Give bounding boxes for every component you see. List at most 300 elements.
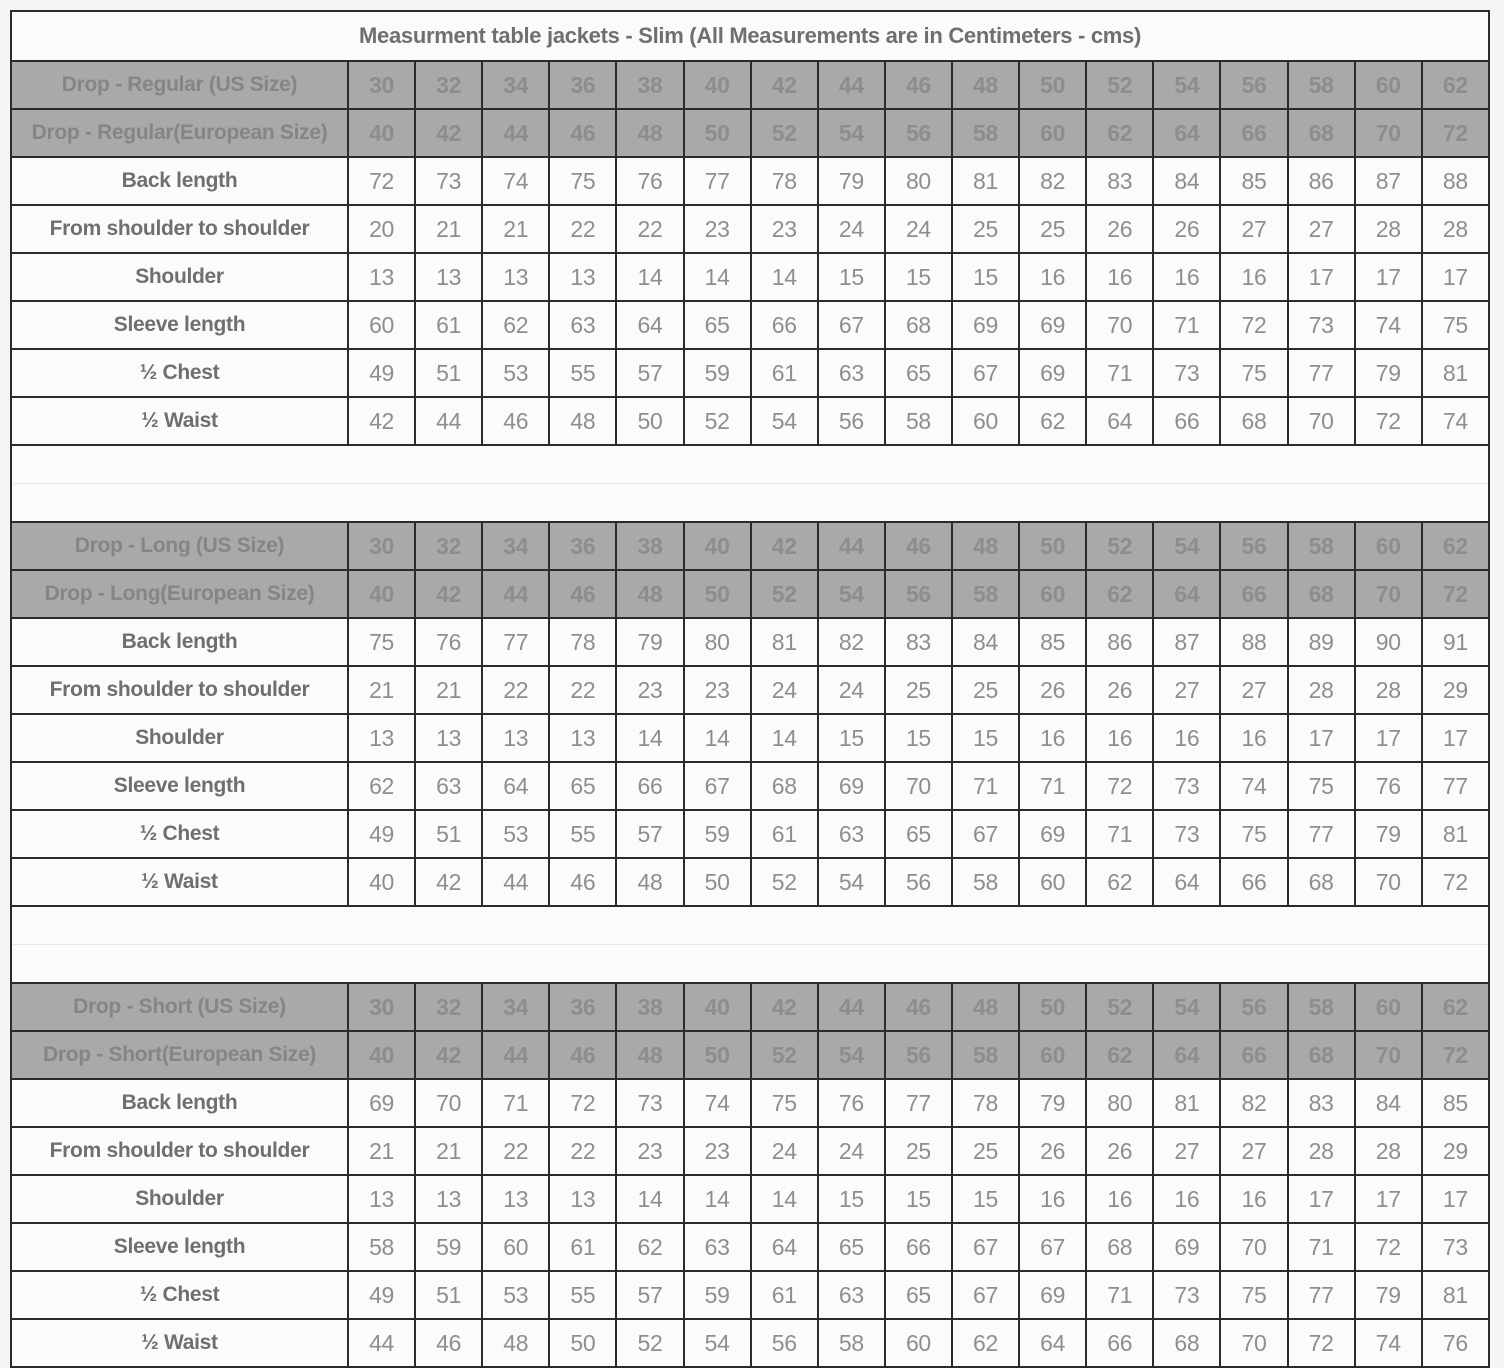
size-header-cell: 34 — [482, 522, 549, 570]
section-header-label: Drop - Long(European Size) — [11, 570, 348, 618]
measurement-value-cell: 73 — [1153, 810, 1220, 858]
section-us-size-row — [11, 983, 1489, 1031]
size-header-cell: 62 — [1086, 109, 1153, 157]
size-header-cell: 58 — [1288, 522, 1355, 570]
size-header-cell: 38 — [616, 522, 683, 570]
row-label: Shoulder — [11, 1175, 348, 1223]
size-header-cell: 30 — [348, 983, 415, 1031]
measurement-value-cell: 71 — [1153, 301, 1220, 349]
measurement-value-cell: 81 — [1422, 1271, 1489, 1319]
size-header-cell: 62 — [1422, 522, 1489, 570]
measurement-value-cell: 68 — [1086, 1223, 1153, 1271]
measurement-value-cell: 71 — [1019, 762, 1086, 810]
size-header-cell: 44 — [818, 61, 885, 109]
measurement-value-cell: 64 — [482, 762, 549, 810]
measurement-value-cell: 60 — [952, 397, 1019, 445]
measurement-value-cell: 25 — [952, 205, 1019, 253]
size-header-cell: 44 — [482, 570, 549, 618]
size-header-cell: 40 — [348, 109, 415, 157]
size-header-cell: 60 — [1355, 522, 1422, 570]
size-header-cell: 72 — [1422, 1031, 1489, 1079]
measurement-value-cell: 72 — [549, 1079, 616, 1127]
row-label: Sleeve length — [11, 762, 348, 810]
size-header-cell: 44 — [482, 109, 549, 157]
measurement-value-cell: 46 — [549, 858, 616, 906]
size-header-cell: 66 — [1220, 1031, 1287, 1079]
measurement-value-cell: 21 — [415, 1127, 482, 1175]
measurement-value-cell: 24 — [751, 1127, 818, 1175]
size-header-cell: 68 — [1288, 1031, 1355, 1079]
measurement-value-cell: 13 — [549, 1175, 616, 1223]
measurement-value-cell: 77 — [1288, 349, 1355, 397]
size-header-cell: 64 — [1153, 1031, 1220, 1079]
measurement-value-cell: 76 — [616, 157, 683, 205]
size-header-cell: 60 — [1355, 61, 1422, 109]
measurement-value-cell: 17 — [1288, 714, 1355, 762]
measurement-value-cell: 74 — [1220, 762, 1287, 810]
measurement-value-cell: 51 — [415, 349, 482, 397]
measurement-value-cell: 22 — [482, 666, 549, 714]
measurement-value-cell: 79 — [1355, 810, 1422, 858]
measurement-value-cell: 22 — [549, 1127, 616, 1175]
measurement-value-cell: 83 — [1288, 1079, 1355, 1127]
row-label: ½ Waist — [11, 858, 348, 906]
size-header-cell: 54 — [818, 109, 885, 157]
measurement-row — [11, 1223, 1489, 1271]
measurement-value-cell: 60 — [348, 301, 415, 349]
measurement-value-cell: 72 — [1086, 762, 1153, 810]
measurement-value-cell: 25 — [952, 666, 1019, 714]
measurement-value-cell: 84 — [952, 618, 1019, 666]
measurement-value-cell: 28 — [1422, 205, 1489, 253]
size-header-cell: 40 — [348, 570, 415, 618]
size-header-cell: 70 — [1355, 109, 1422, 157]
spacer-cell — [11, 484, 1489, 523]
measurement-value-cell: 48 — [616, 858, 683, 906]
measurement-value-cell: 69 — [952, 301, 1019, 349]
measurement-value-cell: 17 — [1288, 1175, 1355, 1223]
measurement-value-cell: 79 — [818, 157, 885, 205]
measurement-value-cell: 81 — [1422, 349, 1489, 397]
measurement-value-cell: 82 — [818, 618, 885, 666]
size-header-cell: 56 — [1220, 522, 1287, 570]
measurement-value-cell: 23 — [684, 666, 751, 714]
measurement-value-cell: 53 — [482, 810, 549, 858]
measurement-value-cell: 76 — [1355, 762, 1422, 810]
measurement-value-cell: 24 — [818, 1127, 885, 1175]
size-header-cell: 60 — [1019, 570, 1086, 618]
size-header-cell: 50 — [1019, 522, 1086, 570]
measurement-value-cell: 88 — [1422, 157, 1489, 205]
measurement-value-cell: 81 — [952, 157, 1019, 205]
measurement-value-cell: 48 — [482, 1319, 549, 1367]
section-header-label: Drop - Short (US Size) — [11, 983, 348, 1031]
row-label: Back length — [11, 157, 348, 205]
measurement-value-cell: 15 — [952, 714, 1019, 762]
measurement-value-cell: 65 — [684, 301, 751, 349]
size-header-cell: 58 — [952, 109, 1019, 157]
measurement-value-cell: 27 — [1220, 1127, 1287, 1175]
size-header-cell: 48 — [952, 61, 1019, 109]
measurement-value-cell: 21 — [415, 666, 482, 714]
row-label: ½ Waist — [11, 397, 348, 445]
measurement-value-cell: 64 — [751, 1223, 818, 1271]
measurement-value-cell: 20 — [348, 205, 415, 253]
measurement-value-cell: 67 — [684, 762, 751, 810]
row-label: Sleeve length — [11, 1223, 348, 1271]
measurement-value-cell: 28 — [1355, 666, 1422, 714]
measurement-row — [11, 1127, 1489, 1175]
measurement-value-cell: 68 — [751, 762, 818, 810]
table-title-row — [11, 11, 1489, 61]
measurement-value-cell: 69 — [348, 1079, 415, 1127]
size-header-cell: 48 — [952, 983, 1019, 1031]
measurement-value-cell: 89 — [1288, 618, 1355, 666]
measurement-value-cell: 78 — [751, 157, 818, 205]
row-label: From shoulder to shoulder — [11, 1127, 348, 1175]
measurement-value-cell: 65 — [549, 762, 616, 810]
measurement-value-cell: 14 — [616, 1175, 683, 1223]
measurement-value-cell: 21 — [348, 666, 415, 714]
measurement-value-cell: 15 — [952, 1175, 1019, 1223]
measurement-value-cell: 85 — [1220, 157, 1287, 205]
measurement-value-cell: 63 — [415, 762, 482, 810]
size-header-cell: 72 — [1422, 570, 1489, 618]
measurement-value-cell: 13 — [348, 1175, 415, 1223]
measurement-value-cell: 70 — [415, 1079, 482, 1127]
size-header-cell: 52 — [751, 109, 818, 157]
measurement-value-cell: 76 — [415, 618, 482, 666]
row-label: Back length — [11, 618, 348, 666]
measurement-value-cell: 26 — [1086, 205, 1153, 253]
measurement-row — [11, 810, 1489, 858]
size-header-cell: 50 — [684, 570, 751, 618]
measurement-value-cell: 17 — [1355, 253, 1422, 301]
size-header-cell: 50 — [684, 109, 751, 157]
measurement-value-cell: 61 — [415, 301, 482, 349]
measurement-value-cell: 42 — [348, 397, 415, 445]
size-header-cell: 46 — [549, 109, 616, 157]
measurement-value-cell: 46 — [415, 1319, 482, 1367]
section-header-label: Drop - Regular (US Size) — [11, 61, 348, 109]
measurement-value-cell: 60 — [885, 1319, 952, 1367]
measurement-value-cell: 13 — [415, 1175, 482, 1223]
size-header-cell: 54 — [818, 570, 885, 618]
size-header-cell: 36 — [549, 983, 616, 1031]
section-spacer-row — [11, 906, 1489, 945]
section-spacer-row — [11, 484, 1489, 523]
measurement-value-cell: 21 — [482, 205, 549, 253]
measurement-value-cell: 16 — [1019, 1175, 1086, 1223]
measurement-value-cell: 63 — [818, 349, 885, 397]
measurement-value-cell: 23 — [684, 1127, 751, 1175]
size-header-cell: 54 — [1153, 61, 1220, 109]
row-label: Shoulder — [11, 253, 348, 301]
size-header-cell: 68 — [1288, 109, 1355, 157]
measurement-value-cell: 77 — [1288, 810, 1355, 858]
measurement-value-cell: 67 — [952, 1223, 1019, 1271]
measurement-value-cell: 52 — [684, 397, 751, 445]
size-header-cell: 42 — [415, 1031, 482, 1079]
measurement-table-body — [11, 11, 1489, 1367]
measurement-value-cell: 26 — [1153, 205, 1220, 253]
measurement-value-cell: 67 — [952, 810, 1019, 858]
size-header-cell: 62 — [1086, 570, 1153, 618]
measurement-value-cell: 91 — [1422, 618, 1489, 666]
measurement-row — [11, 253, 1489, 301]
measurement-value-cell: 53 — [482, 349, 549, 397]
measurement-value-cell: 82 — [1019, 157, 1086, 205]
measurement-value-cell: 77 — [1422, 762, 1489, 810]
row-label: From shoulder to shoulder — [11, 205, 348, 253]
row-label: Sleeve length — [11, 301, 348, 349]
measurement-value-cell: 57 — [616, 810, 683, 858]
measurement-value-cell: 48 — [549, 397, 616, 445]
measurement-value-cell: 72 — [1422, 858, 1489, 906]
measurement-value-cell: 14 — [684, 714, 751, 762]
measurement-value-cell: 28 — [1288, 1127, 1355, 1175]
size-header-cell: 52 — [1086, 983, 1153, 1031]
table-title: Measurment table jackets - Slim (All Measurements are in Centimeters - cms) — [11, 11, 1489, 61]
measurement-value-cell: 86 — [1086, 618, 1153, 666]
measurement-value-cell: 71 — [1086, 810, 1153, 858]
size-header-cell: 42 — [415, 109, 482, 157]
measurement-value-cell: 14 — [751, 253, 818, 301]
measurement-value-cell: 24 — [818, 666, 885, 714]
measurement-value-cell: 64 — [1153, 858, 1220, 906]
section-us-size-row — [11, 61, 1489, 109]
size-header-cell: 52 — [1086, 61, 1153, 109]
measurement-value-cell: 25 — [885, 1127, 952, 1175]
measurement-value-cell: 80 — [885, 157, 952, 205]
measurement-value-cell: 14 — [616, 714, 683, 762]
measurement-value-cell: 73 — [1153, 1271, 1220, 1319]
measurement-value-cell: 13 — [549, 714, 616, 762]
size-header-cell: 54 — [818, 1031, 885, 1079]
spacer-cell — [11, 906, 1489, 945]
measurement-value-cell: 69 — [818, 762, 885, 810]
measurement-value-cell: 25 — [885, 666, 952, 714]
measurement-value-cell: 79 — [1355, 1271, 1422, 1319]
measurement-value-cell: 23 — [684, 205, 751, 253]
size-header-cell: 64 — [1153, 570, 1220, 618]
size-header-cell: 62 — [1086, 1031, 1153, 1079]
measurement-value-cell: 70 — [1086, 301, 1153, 349]
size-header-cell: 40 — [684, 522, 751, 570]
size-header-cell: 36 — [549, 61, 616, 109]
size-header-cell: 40 — [348, 1031, 415, 1079]
measurement-value-cell: 66 — [1153, 397, 1220, 445]
measurement-value-cell: 17 — [1422, 714, 1489, 762]
measurement-value-cell: 73 — [1153, 762, 1220, 810]
measurement-value-cell: 62 — [348, 762, 415, 810]
measurement-value-cell: 66 — [885, 1223, 952, 1271]
size-header-cell: 52 — [751, 1031, 818, 1079]
measurement-value-cell: 15 — [818, 1175, 885, 1223]
measurement-value-cell: 71 — [952, 762, 1019, 810]
measurement-value-cell: 77 — [1288, 1271, 1355, 1319]
measurement-value-cell: 56 — [751, 1319, 818, 1367]
measurement-value-cell: 40 — [348, 858, 415, 906]
measurement-value-cell: 75 — [549, 157, 616, 205]
measurement-value-cell: 80 — [684, 618, 751, 666]
measurement-value-cell: 62 — [1086, 858, 1153, 906]
measurement-row — [11, 618, 1489, 666]
measurement-value-cell: 13 — [415, 714, 482, 762]
measurement-table — [10, 10, 1490, 1368]
measurement-value-cell: 73 — [1422, 1223, 1489, 1271]
measurement-value-cell: 28 — [1288, 666, 1355, 714]
measurement-value-cell: 26 — [1019, 666, 1086, 714]
size-header-cell: 62 — [1422, 983, 1489, 1031]
size-header-cell: 58 — [1288, 61, 1355, 109]
section-header-label: Drop - Short(European Size) — [11, 1031, 348, 1079]
measurement-value-cell: 72 — [1220, 301, 1287, 349]
measurement-value-cell: 83 — [1086, 157, 1153, 205]
size-header-cell: 64 — [1153, 109, 1220, 157]
measurement-value-cell: 13 — [482, 714, 549, 762]
size-header-cell: 36 — [549, 522, 616, 570]
measurement-value-cell: 84 — [1153, 157, 1220, 205]
size-header-cell: 50 — [1019, 61, 1086, 109]
measurement-value-cell: 28 — [1355, 1127, 1422, 1175]
measurement-row — [11, 1271, 1489, 1319]
size-header-cell: 54 — [1153, 983, 1220, 1031]
measurement-value-cell: 55 — [549, 810, 616, 858]
size-header-cell: 42 — [751, 522, 818, 570]
measurement-row — [11, 205, 1489, 253]
measurement-value-cell: 74 — [1422, 397, 1489, 445]
measurement-value-cell: 14 — [616, 253, 683, 301]
row-label: ½ Waist — [11, 1319, 348, 1367]
size-header-cell: 56 — [1220, 61, 1287, 109]
size-header-cell: 38 — [616, 61, 683, 109]
measurement-value-cell: 28 — [1355, 205, 1422, 253]
measurement-value-cell: 75 — [1220, 810, 1287, 858]
measurement-value-cell: 17 — [1355, 714, 1422, 762]
measurement-value-cell: 59 — [684, 1271, 751, 1319]
measurement-value-cell: 16 — [1153, 253, 1220, 301]
size-header-cell: 60 — [1355, 983, 1422, 1031]
size-header-cell: 48 — [616, 570, 683, 618]
measurement-value-cell: 27 — [1153, 666, 1220, 714]
measurement-value-cell: 54 — [818, 858, 885, 906]
size-header-cell: 66 — [1220, 570, 1287, 618]
measurement-value-cell: 14 — [684, 1175, 751, 1223]
size-header-cell: 30 — [348, 61, 415, 109]
size-header-cell: 34 — [482, 61, 549, 109]
measurement-value-cell: 61 — [751, 1271, 818, 1319]
measurement-value-cell: 77 — [482, 618, 549, 666]
size-header-cell: 52 — [1086, 522, 1153, 570]
section-eu-size-row — [11, 570, 1489, 618]
measurement-value-cell: 22 — [616, 205, 683, 253]
measurement-value-cell: 85 — [1422, 1079, 1489, 1127]
size-header-cell: 32 — [415, 983, 482, 1031]
measurement-value-cell: 17 — [1355, 1175, 1422, 1223]
measurement-value-cell: 50 — [549, 1319, 616, 1367]
measurement-row — [11, 714, 1489, 762]
measurement-value-cell: 83 — [885, 618, 952, 666]
measurement-value-cell: 22 — [549, 666, 616, 714]
measurement-value-cell: 81 — [751, 618, 818, 666]
measurement-value-cell: 62 — [952, 1319, 1019, 1367]
measurement-value-cell: 63 — [818, 810, 885, 858]
section-header-label: Drop - Regular(European Size) — [11, 109, 348, 157]
size-header-cell: 34 — [482, 983, 549, 1031]
size-header-cell: 44 — [818, 983, 885, 1031]
measurement-value-cell: 15 — [885, 1175, 952, 1223]
measurement-value-cell: 66 — [1086, 1319, 1153, 1367]
size-header-cell: 44 — [818, 522, 885, 570]
measurement-value-cell: 51 — [415, 1271, 482, 1319]
measurement-value-cell: 27 — [1220, 666, 1287, 714]
measurement-value-cell: 69 — [1153, 1223, 1220, 1271]
measurement-value-cell: 58 — [952, 858, 1019, 906]
measurement-value-cell: 66 — [1220, 858, 1287, 906]
size-header-cell: 56 — [1220, 983, 1287, 1031]
measurement-value-cell: 67 — [952, 349, 1019, 397]
size-header-cell: 46 — [549, 1031, 616, 1079]
measurement-value-cell: 71 — [1086, 349, 1153, 397]
measurement-value-cell: 79 — [1019, 1079, 1086, 1127]
measurement-value-cell: 25 — [1019, 205, 1086, 253]
section-header-label: Drop - Long (US Size) — [11, 522, 348, 570]
size-header-cell: 40 — [684, 61, 751, 109]
measurement-value-cell: 49 — [348, 1271, 415, 1319]
measurement-value-cell: 87 — [1153, 618, 1220, 666]
measurement-value-cell: 13 — [348, 253, 415, 301]
measurement-value-cell: 55 — [549, 349, 616, 397]
measurement-value-cell: 24 — [751, 666, 818, 714]
measurement-value-cell: 61 — [549, 1223, 616, 1271]
measurement-value-cell: 50 — [616, 397, 683, 445]
measurement-value-cell: 29 — [1422, 1127, 1489, 1175]
measurement-value-cell: 84 — [1355, 1079, 1422, 1127]
measurement-row — [11, 762, 1489, 810]
measurement-value-cell: 58 — [818, 1319, 885, 1367]
measurement-value-cell: 27 — [1220, 205, 1287, 253]
measurement-value-cell: 17 — [1422, 253, 1489, 301]
measurement-value-cell: 14 — [751, 1175, 818, 1223]
measurement-value-cell: 77 — [885, 1079, 952, 1127]
size-header-cell: 42 — [415, 570, 482, 618]
measurement-value-cell: 70 — [1220, 1223, 1287, 1271]
measurement-value-cell: 14 — [684, 253, 751, 301]
measurement-value-cell: 29 — [1422, 666, 1489, 714]
measurement-value-cell: 54 — [684, 1319, 751, 1367]
size-header-cell: 32 — [415, 522, 482, 570]
measurement-value-cell: 23 — [616, 1127, 683, 1175]
size-header-cell: 70 — [1355, 570, 1422, 618]
measurement-row — [11, 397, 1489, 445]
measurement-value-cell: 59 — [684, 810, 751, 858]
measurement-value-cell: 51 — [415, 810, 482, 858]
measurement-value-cell: 13 — [348, 714, 415, 762]
measurement-row — [11, 157, 1489, 205]
measurement-value-cell: 25 — [952, 1127, 1019, 1175]
measurement-value-cell: 90 — [1355, 618, 1422, 666]
measurement-value-cell: 63 — [549, 301, 616, 349]
measurement-value-cell: 52 — [751, 858, 818, 906]
measurement-value-cell: 73 — [1288, 301, 1355, 349]
measurement-value-cell: 44 — [348, 1319, 415, 1367]
size-header-cell: 70 — [1355, 1031, 1422, 1079]
measurement-value-cell: 24 — [818, 205, 885, 253]
size-header-cell: 72 — [1422, 109, 1489, 157]
measurement-value-cell: 80 — [1086, 1079, 1153, 1127]
measurement-value-cell: 61 — [751, 349, 818, 397]
